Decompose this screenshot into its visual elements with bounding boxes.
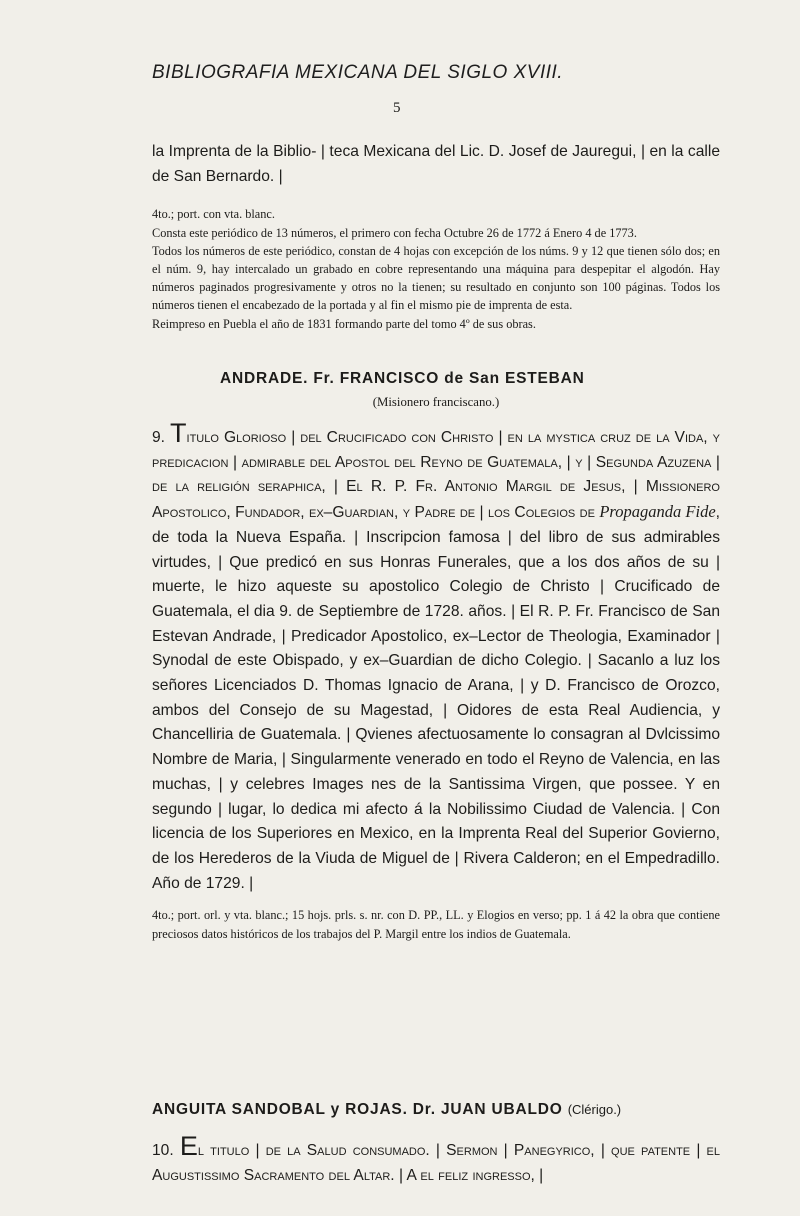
author-heading xyxy=(152,1101,720,1119)
author-heading-text: ANGUITA SANDOBAL y ROJAS. Dr. JUAN UBALDO xyxy=(152,1101,563,1118)
intro-notes xyxy=(152,205,720,332)
running-title: BIBLIOGRAFIA MEXICANA DEL SIGLO XVIII. xyxy=(152,62,564,83)
entry-text-part: itulo Glorioso | del Crucificado con Christo | en la mystica cruz de la Vida, y predicacion | admirable del Apostol del Reyno de Guatemala, | y | Segunda Azuzena | de la religión seraphica, | El R. P. Fr. Antonio Margil de Jesus, | Missionero Apostolico, Fundador, ex–Guardian, y Padre de | los Colegios de xyxy=(152,429,720,522)
entry-9 xyxy=(152,370,720,943)
entry-text-part: l titulo | de la Salud consumado. | Sermon | Panegyrico, | que patente | el Augustissimo Sacramento del Altar. | A el feliz ingresso, | xyxy=(152,1142,721,1184)
intro-note: 4to.; port. con vta. blanc. xyxy=(152,207,275,222)
entry-number: 10. xyxy=(152,1142,174,1159)
entry-10 xyxy=(152,1101,720,1188)
drop-cap: T xyxy=(170,418,187,448)
entry-note: 4to.; port. orl. y vta. blanc.; 15 hojs. prls. s. nr. con D. PP., LL. y Elogios en verso; pp. 1 á 42 la obra que contiene preciosos datos históricos de los trabajos del P. Margil entre los indios de Guatemala. xyxy=(152,908,720,941)
entry-text-italic: Propaganda Fide xyxy=(599,502,716,522)
entry-text-part: , de toda la Nueva España. | Inscripcion famosa | del libro de sus admirables virtudes, | Que predicó en sus Honras Funerales, que a los dos años de su | muerte, le hizo aqueste su apostolico Colegio de Christo | Crucificado de Guatemala, el dia 9. de Septiembre de 1728. años. | El R. P. Fr. Francisco de San Estevan Andrade, | Predicador Apostolico, ex–Lector de Theologia, Examinador | Synodal de este Obispado, y ex–Guardian de dicho Colegio. | Sacanlo a luz los señores Licenciados D. Thomas Ignacio de Arana, | y D. Francisco de Orozco, ambos del Consejo de su Magestad, | Oidores de esta Real Audiencia, y Chancelliria de Guatemala. | Qvienes afectuosamente lo consagran al Dvlcissimo Nombre de Maria, | Singularmente venerado en todo el Reyno de Valencia, en las muchas, | y celebres Images nes de la Santissima Virgen, que possee. Y en segundo | lugar, lo dedica mi afecto á la Nobilissimo Ciudad de Valencia. | Con licencia de los Superiores en Mexico, en la Imprenta Real del Superior Govierno, de los Herederos de la Viuda de Miguel de | Rivera Calderon; en el Empedradillo. Año de 1729. | xyxy=(152,504,721,892)
author-note: (Clérigo.) xyxy=(567,1102,622,1117)
intro-note: Todos los números de este periódico, constan de 4 hojas con excepción de los núms. 9 y 12 que tienen sólo dos; en el núm. 9, hay intercalado un grabado en cobre representando una máquina para despepitar el algodón. Hay números paginados progresivamente y otros no la tienen; su resultado en conjunto son 100 páginas. Todos los números tienen el encabezado de la portada y al fin el mismo pie de imprenta de esta. xyxy=(152,243,720,313)
intro-note: Reimpreso en Puebla el año de 1831 formando parte del tomo 4º de sus obras. xyxy=(152,316,536,331)
intro-block xyxy=(152,140,720,333)
author-note: (Misionero franciscano.) xyxy=(372,395,500,409)
entry-text xyxy=(152,1133,720,1188)
intro-note: Consta este periódico de 13 números, el primero con fecha Octubre 26 de 1772 á Enero 4 de 1773. xyxy=(152,225,637,240)
entry-number: 9. xyxy=(152,429,166,446)
intro-text: la Imprenta de la Biblio- | teca Mexicana del Lic. D. Josef de Jauregui, | en la calle de San Bernardo. | xyxy=(152,143,720,185)
drop-cap: E xyxy=(179,1131,198,1161)
entry-text xyxy=(152,420,720,896)
author-heading: ANDRADE. Fr. FRANCISCO de San ESTEBAN xyxy=(220,370,585,387)
page-number: 5 xyxy=(393,100,401,116)
